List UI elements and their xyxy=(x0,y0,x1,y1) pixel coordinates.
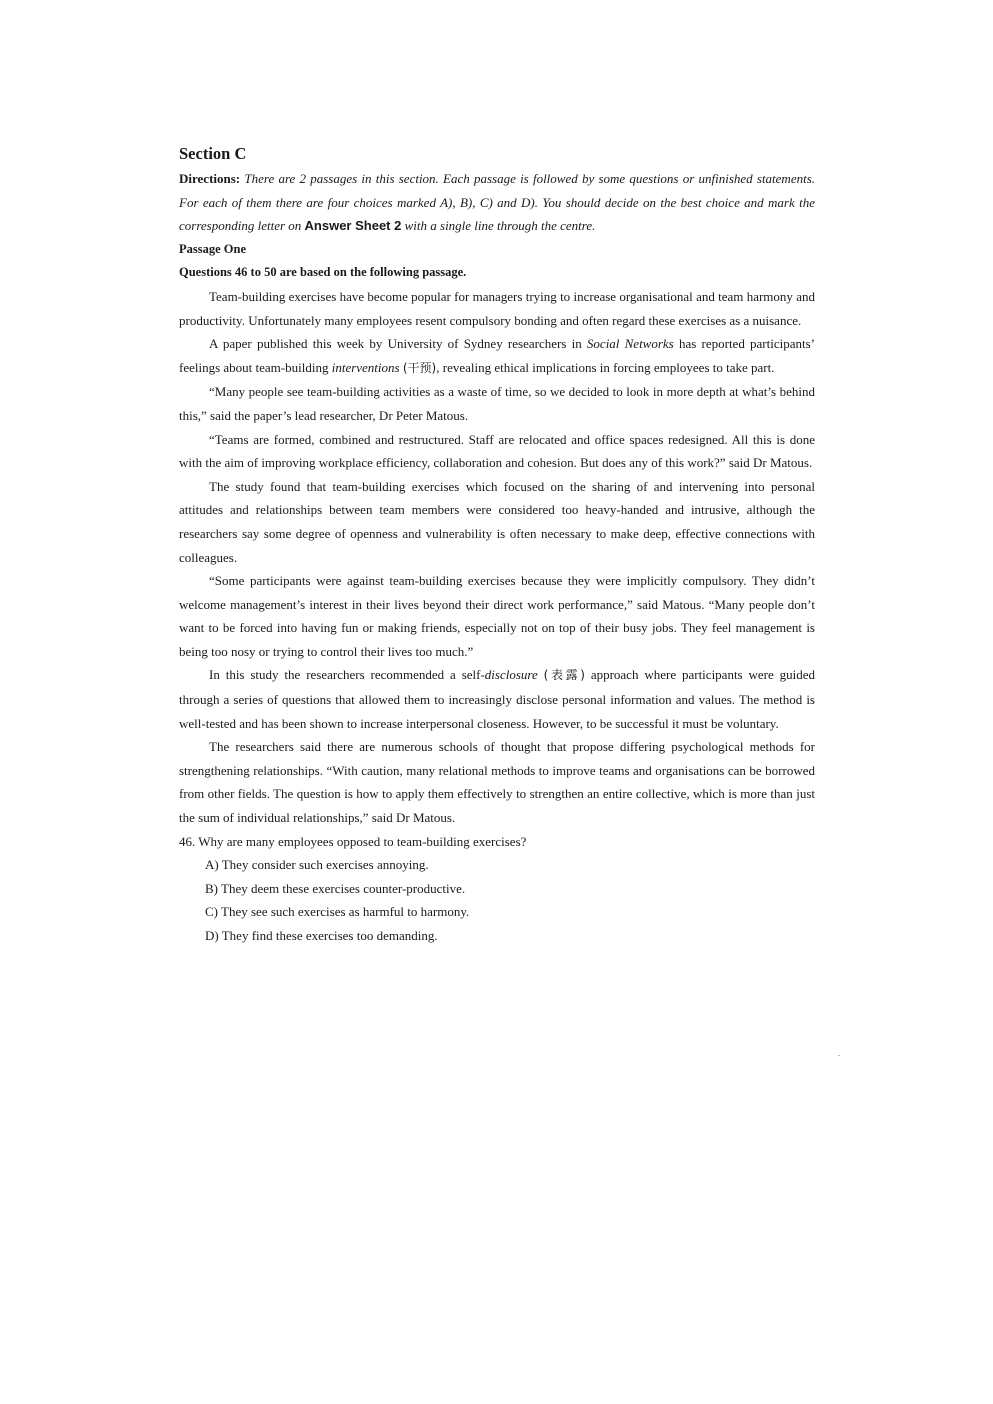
directions-text: There are 2 passages in this section. Each passage is followed by some questions or unfinished statements. For each of them there are four choices marked A), B), C) and D). You should decide on the best choice and mark the corresponding letter on xyxy=(179,171,816,234)
paragraph-4: “Teams are formed, combined and restructured. Staff are relocated and office spaces redesigned. All this is done with the aim of improving workplace efficiency, collaboration and cohesion. But does any of this work?” said Dr Matous. xyxy=(179,431,815,471)
paragraph-2 xyxy=(179,332,815,380)
paragraph-5: The study found that team-building exercises which focused on the sharing of and intervening into personal attitudes and relationships between team members were considered too heavy-handed and intrusive, although the researchers say some degree of openness and vulnerability is often necessary to make deep, effective connections with colleagues. xyxy=(179,478,815,565)
question-46-stem: 46. Why are many employees opposed to team-building exercises? xyxy=(179,833,527,849)
paragraph-1: Team-building exercises have become popular for managers trying to increase organisational and team harmony and productivity. Unfortunately many employees resent compulsory bonding and often regard these exercises as a nuisance. xyxy=(179,288,815,328)
paragraph-7-text: approach where participants were guided through a series of questions that allowed them to increasingly disclose personal information and values. The method is well-tested and has been shown to increase interpersonal closeness. However, to be successful it must be voluntary. xyxy=(179,667,816,731)
exam-page xyxy=(179,142,815,948)
term-disclosure: disclosure xyxy=(484,667,538,683)
option-c: C) They see such exercises as harmful to harmony. xyxy=(205,904,470,920)
answer-sheet-name: Answer Sheet 2 xyxy=(304,218,402,234)
chinese-gloss: (干预) xyxy=(402,360,437,375)
paragraph-8: The researchers said there are numerous schools of thought that propose differing psychological methods for strengthening relationships. “With caution, many relational methods to improve teams and organisations can be borrowed from other fields. The question is how to apply them effectively to strengthen an entire collective, which is more than just the sum of individual relationships,” said Dr Matous. xyxy=(179,739,815,826)
directions-label: Directions: xyxy=(179,171,241,186)
paragraph-6: “Some participants were against team-building exercises because they were implicitly compulsory. They didn’t welcome management’s interest in their lives beyond their direct work performance,” said Matous. “Many people don’t want to be forced into having fun or making friends, especially not on top of their busy jobs. They feel management is being too nosy or trying to control their lives too much.” xyxy=(179,573,815,659)
passage-label: Passage One xyxy=(179,241,247,256)
journal-name: Social Networks xyxy=(586,336,674,352)
option-b: B) They deem these exercises counter-productive. xyxy=(205,880,466,896)
option-d: D) They find these exercises too demanding. xyxy=(205,928,438,943)
option-a: A) They consider such exercises annoying. xyxy=(205,857,429,873)
questions-intro: Questions 46 to 50 are based on the following passage. xyxy=(179,265,467,280)
question-46-options xyxy=(179,853,815,947)
paragraph-7-text: In this study the researchers recommended a self- xyxy=(209,667,485,683)
scan-speck xyxy=(838,1055,840,1056)
term-interventions: interventions xyxy=(331,359,400,375)
directions xyxy=(179,167,815,238)
section-title: Section C xyxy=(179,144,247,163)
chinese-gloss: (表露) xyxy=(543,668,585,683)
paragraph-3: “Many people see team-building activities as a waste of time, so we decided to look in more depth at what’s behind this,” said the paper’s lead researcher, Dr Peter Matous. xyxy=(179,384,815,423)
paragraph-7 xyxy=(179,663,815,735)
paragraph-2-text: has reported participants’ feelings about team-building xyxy=(179,336,816,375)
directions-text-end: with a single line through the centre. xyxy=(404,218,596,234)
paragraph-2-text: A paper published this week by University of Sydney researchers in xyxy=(209,336,582,352)
paragraph-2-text: , revealing ethical implications in forcing employees to take part. xyxy=(436,359,775,375)
